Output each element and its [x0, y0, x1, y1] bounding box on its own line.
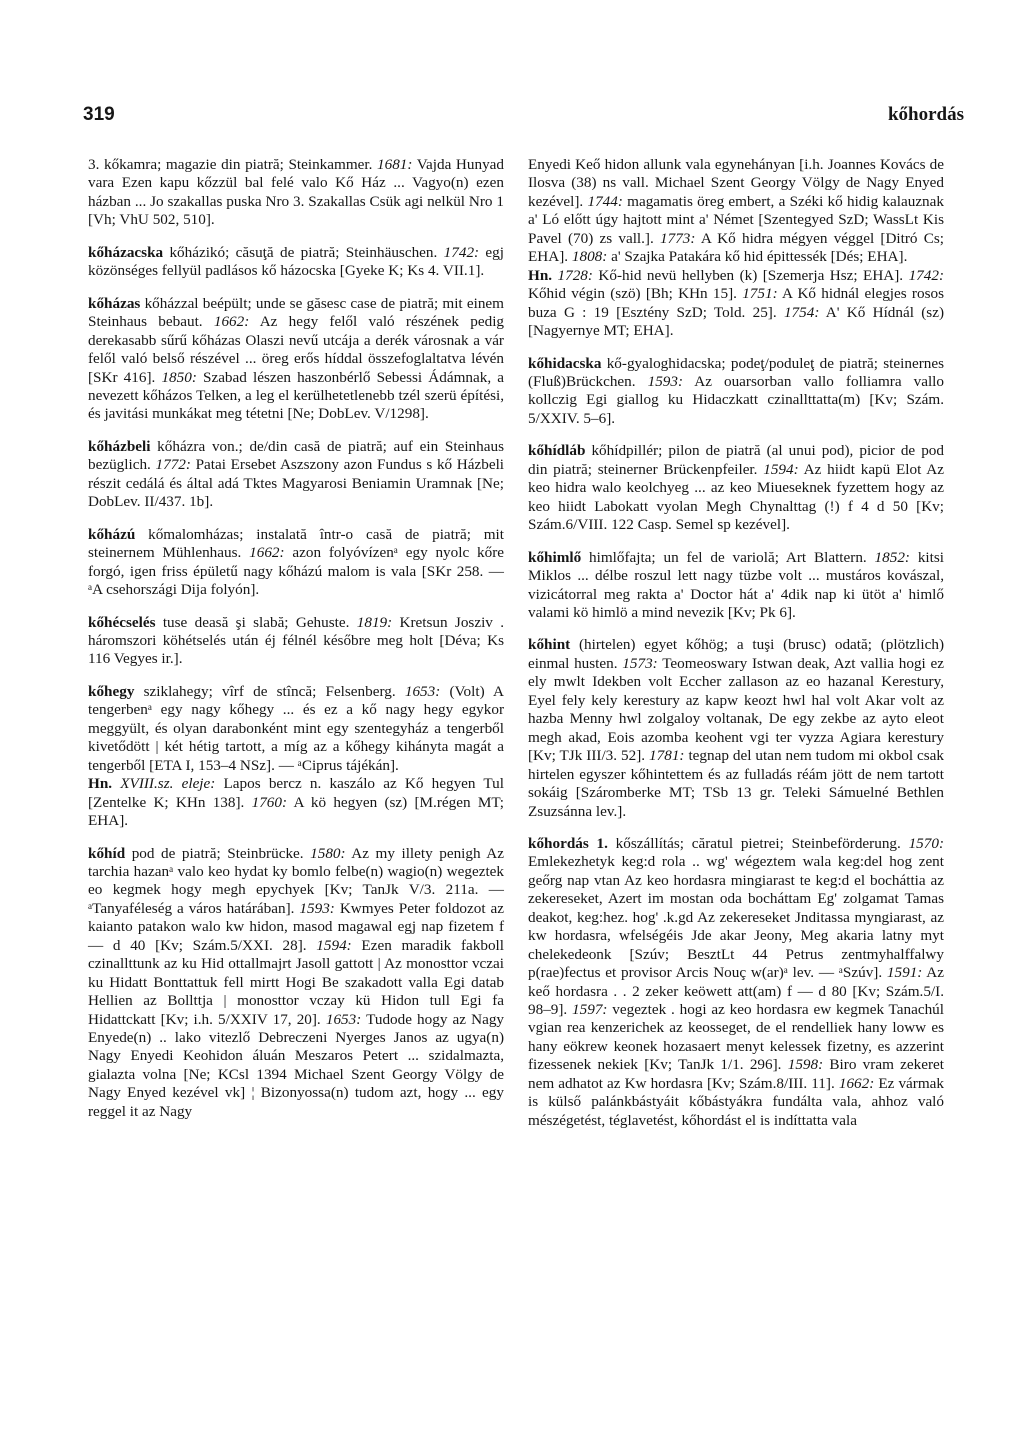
entry-text: Enyedi Keő hidon allunk vala egynehányan [i.h. Joannes Kovács de Ilosva (38) ns vall. Michael Szent Georgy Völgy de Nagy Enyed kezével].: [528, 156, 944, 210]
right-column: [528, 156, 944, 1144]
left-column: [88, 156, 504, 1135]
date-label: 1662:: [249, 544, 285, 562]
entry-headword: kőhécselés: [88, 613, 156, 631]
entry-text: kőházra von.; de/din casă de piatră; auf ein Steinhaus bezüglich.: [88, 437, 504, 474]
place-name-marker: Hn.: [528, 266, 553, 284]
entry-text: Kőhid végin (szö) [Bh; KHn 15].: [528, 285, 743, 303]
date-label: 1760:: [251, 793, 288, 811]
dictionary-entry: [528, 636, 944, 821]
entry-text: Lapos bercz n. kaszálo az Kő hegyen Tul [Zentelke K; KHn 138].: [88, 775, 504, 811]
entry-headword: kőhint: [528, 636, 571, 654]
date-label: 1742:: [908, 266, 944, 284]
entry-text: kőhídpillér; pilon de piatră (al unui pod), picior de pod din piatră; steinerner Brückenpfeiler.: [528, 442, 944, 478]
date-label: 1591:: [886, 964, 923, 982]
date-label: 1754:: [783, 303, 820, 321]
entry-text: magamatis öreg embert, a Széki kő hidig kalauznak a' Ló előtt úgy hajtott mint a' Német [Szentegyed SzD; WassLt Kis Pavel (70) zs vall.].: [528, 192, 944, 247]
entry-text: Az keő hordasra . . 2 zeker keöwett att(am) f — d 80 [Kv; Szám.5/I. 98–9].: [528, 964, 944, 1019]
dictionary-entry: [88, 244, 504, 281]
date-label: 1852:: [874, 548, 910, 566]
entry-text: azon folyóvízenᵃ egy nyolc kőre forgó, igen friss épületű nagy kőházú malom is vala [SKr 258. — ᵃA csehországi Dija folyón].: [88, 544, 504, 599]
date-label: 1662:: [213, 313, 250, 331]
entry-text: a' Szajka Patakára kő hid épittessék [Dés; EHA].: [607, 248, 908, 266]
entry-headword: kőházú: [88, 525, 136, 543]
entry-text: Tudode hogy az Nagy Enyede(n) .. lako vitezlő Debreczeni Nyerges Janos az ugya(n) Nagy Enyedi Keohidon áluán Meszaros Petert ... szidalmazta, gialazta volna [Ne; KCsl 1394 Michael Szent Georgy Völgy de Nagy Enyed kezével vk] ¦ Bizonyossa(n) tudom azt, hogy ... egy reggel it az Nagy: [88, 1010, 505, 1120]
date-label: 1573:: [622, 654, 658, 672]
entry-text: kitsi Miklos ... délbe roszul lett nagy tüzbe volt ... mustáros kovászal, vizicátorral meg rakta a' Doctor hát a' 4dik nap ki ütöt a' himlő valami kö himlö a mind nevezik [Kv; Pk 6].: [528, 548, 944, 621]
dictionary-entry: [528, 156, 944, 341]
date-label: 1781:: [649, 747, 685, 765]
entry-text: egj közönséges fellyül padlásos kő házocska [Gyeke K; Ks 4. VII.1].: [88, 243, 504, 280]
date-label: 1598:: [787, 1056, 824, 1074]
date-label: 1594:: [763, 460, 799, 478]
dictionary-entry: [528, 442, 944, 534]
entry-text: A Kő hidnál elegjes rosos buza G : 19 [Esztény SzD; Told. 25].: [528, 285, 944, 321]
entry-headword: kőházacska: [88, 243, 164, 261]
page-header: [83, 104, 964, 130]
date-label: 1653:: [325, 1010, 362, 1028]
dictionary-entry: [88, 845, 504, 1122]
entry-text: A kö hegyen (sz) [M.régen MT; EHA].: [88, 793, 504, 830]
entry-headword: kőházbeli: [88, 437, 151, 455]
entry-text: kőházzal beépült; unde se găsesc case de piatră; mit einem Steinhaus bebaut.: [88, 294, 504, 331]
entry-text: Kő-hid nevü hellyben (k) [Szemerja Hsz; EHA].: [592, 266, 909, 284]
entry-text: Szabad lészen haszonbérlő Sebessi Ádámnak, a nevezett kőházos Telken, a leg el kerülhetetlenebb tzél szerü építési, és javitási munkákat meg tétetni [Ne; DobLev. V/1298].: [88, 368, 504, 423]
entry-headword: kőhegy: [88, 682, 135, 700]
entry-text: Vajda Hunyad vara Ezen kapu kőzzül bal felé valo Kő Ház ... Vagyo(n) ezen házban ... Jo szakallas puska Nro 3. Szakallas Csük agi nelkül Nro 1 [Vh; VhU 502, 510].: [88, 156, 504, 229]
entry-text: pod de piatră; Steinbrücke.: [125, 844, 311, 862]
entry-text: Az ouarsorban vallo folliamra vallo kollczig Egi giallog ku Hidaczkatt czinallttatta(m) [Kv; Szám. 5/XXIV. 5–6].: [528, 372, 944, 427]
place-names-subentry: [528, 267, 944, 341]
entry-headword: kőhimlő: [528, 548, 582, 566]
entry-headword: kőhidacska: [528, 354, 602, 372]
date-label: 1593:: [299, 899, 335, 917]
date-label: XVIII.sz. eleje:: [120, 775, 216, 793]
entry-headword: kőhídláb: [528, 442, 586, 460]
entry-text: (hirtelen) egyet kőhög; a tuşi (brusc) odată; (plötzlich) einmal husten.: [528, 636, 944, 672]
entry-text: Az hegy felől való részének pedig derekasabb sűrű kőházas Olaszi nevű utcája a derék városnak a vár felől való belső részével ... öreg erős híddal összefoglaltatva lévén [SKr 416].: [88, 313, 505, 386]
entry-text: Ez vármak is külső palánkbástyáit kőbástyákra fundálta vala, ahhoz való mészégetést, téglavetést, kőhordást el is indíttatta vala: [528, 1074, 944, 1129]
dictionary-entry: [88, 295, 504, 424]
entry-text: vegeztek . hogi az keo hordasra ew kegmek Tanachúl vgian rea kenzerichek az keosseget, de el rendelliek hany loww es hany eökrew keonek hozasaert menyt kelessek fizetny, es azzerint fizessenek nekiek [Kv; TanJk 1/1. 296].: [528, 1001, 944, 1074]
date-label: 1850:: [161, 368, 197, 386]
entry-text: himlőfajta; un fel de variolă; Art Blattern.: [581, 548, 875, 566]
entry-text: Patai Ersebet Aszszony azon Fundus s kő Házbeli részit cedálá és által adá Tktes Magyarosi Beniamin Uramnak [Ne; DobLev. II/437. 1b].: [88, 456, 505, 511]
entry-text: sziklahegy; vîrf de stîncă; Felsenberg.: [134, 682, 405, 700]
entry-text: kő-gyaloghidacska; podeţ/poduleţ de piatră; steinernes (Fluß)Brückchen.: [528, 354, 944, 390]
running-head: kőhordás: [887, 104, 964, 125]
date-label: 1772:: [155, 456, 191, 474]
place-names-subentry: [88, 775, 504, 830]
date-label: 1594:: [316, 936, 352, 954]
entry-text: kőházikó; căsuţă de piatră; Steinhäuschen.: [163, 243, 444, 261]
date-label: 1773:: [660, 229, 696, 247]
entry-text: tuse deasă şi slabă; Gehuste.: [155, 613, 357, 631]
dictionary-entry: [528, 835, 944, 1130]
place-name-marker: Hn.: [88, 775, 113, 793]
date-label: 1653:: [404, 682, 441, 700]
entry-text: kőmalomházas; instalată într-o casă de piatră; mit steinernem Mühlenhaus.: [88, 525, 504, 562]
entry-text: Teomeoswary Istwan deak, Azt vallia hogi ez ely mwlt Idekben volt Eccher zallason az eo hazanal Kerestury, Eyel fely kely kerestury az kapw keozt hwl hal volt Akar volt az hazba Menny hwl zolgaloy voltanak, De egy zekbe az ayto eleot megh akad, Eois azomba keohent vgi ter vyzza Agiara kerestury [Kv; TJk III/3. 52].: [528, 654, 944, 765]
dictionary-entry: [528, 549, 944, 623]
entry-text: Az my illety penigh Az tarchia hazanᵃ valo keo hydat ky bomlo felbe(n) wagio(n) wegeztek eo kegmek hogy megh epychyek [Kv; TanJk V/3. 211a. — ᵃTanyaféleség a város határában].: [88, 844, 505, 917]
date-label: 1728:: [557, 266, 593, 284]
date-label: 1570:: [908, 834, 944, 852]
dictionary-entry: [88, 156, 504, 230]
entry-text: A Kő hidra mégyen véggel [Ditró Cs; EHA].: [528, 229, 944, 266]
entry-text: tegnap del utan nem tudom mi okbol csak hirtelen egyszer kőhintettem és az fulladás réám jött de nem tartott sokáig [Száromberke MT; TSb 13 gr. Teleki Sámuelné Bethlen Zsuzsánna lev.].: [528, 747, 944, 820]
date-label: 1742:: [443, 243, 480, 261]
date-label: 1819:: [356, 613, 393, 631]
date-label: 1580:: [310, 844, 346, 862]
entry-text: Kretsun Josziv . háromszori köhétselés után éj félnél későbre meg holt [Déva; Ks 116 Vegyes ir.].: [88, 613, 505, 668]
entry-text: (Volt) A tengerbenᵃ egy nagy kőhegy ... és ez a kő nagy hegy egykor meggyült, és olyan darabonként mint egy szentegyház a tengerből kivetődött | két hétig tartott, a míg az a kőhegy kihányta magát a tengerből [ETA I, 153–4 NSz]. — ᵃCiprus tájékán].: [88, 682, 504, 774]
entry-headword: kőhíd: [88, 844, 126, 862]
entry-text: 3. kőkamra; magazie din piatră; Steinkammer.: [88, 156, 377, 173]
date-label: 1751:: [742, 285, 778, 303]
dictionary-entry: [528, 355, 944, 429]
page-number: 319: [83, 104, 115, 125]
entry-headword: kőházas: [88, 294, 141, 312]
dictionary-entry: [88, 438, 504, 512]
date-label: 1808:: [571, 248, 608, 266]
entry-text: Biro vram zekeret nem adhatot az Kw hordasra [Kv; Szám.8/III. 11].: [528, 1056, 944, 1092]
date-label: 1744:: [587, 192, 623, 210]
date-label: 1681:: [377, 156, 413, 173]
entry-text: Kwmyes Peter foldozot az kaianto patakon walo kw hidon, masod magawal egj nap fizetem f — d 40 [Kv; Szám.5/XXI. 28].: [88, 899, 505, 954]
entry-text: Az hiidt kapü Elot Az keo hidra walo keolchyeg ... az keo Miueseknek fyzettem hogy az keo hiidt Labokatt vyolan Megh Chynalttag (!) f 4 d 50 [Kv; Szám.6/VIII. 122 Casp. Semel sp kezével].: [528, 460, 944, 534]
date-label: 1597:: [572, 1001, 608, 1019]
entry-text: A' Kő Hídnál (sz) [Nagyernye MT; EHA].: [528, 303, 944, 340]
dictionary-entry: [88, 614, 504, 669]
entry-headword: kőhordás 1.: [528, 834, 608, 852]
entry-text: Ezen maradik fakboll czinallttunk az ku Hid ottallmajrt Jasoll gattott | Az monosttor vczai ku Hidatt Bonttattuk fell mirtt Hogi Be szakadott valla Egi datab Hellien az Bollttja | monosttor vczay kü Hidon tull Egi fa Hidattckatt [Kv; i.h. 5/XXIV 17, 20].: [88, 936, 504, 1028]
dictionary-entry: [88, 683, 504, 831]
entry-text: Emlekezhetyk keg:d rola .. wg' wégeztem wala keg:del hog zent geőrg nap vtan Az keo hordasra mingiarast te keg:d el bocháttia az zekereseket, Azert im mostan oda bocháttam Eg' zolgamat Tamas deakot, keg:hez. hog' .k.gd Az zekereseket Jnditassa myngiarast, az kw hordasra, wfelségéis Jde akar Jeony, Meg akaria latny myt chelekedeonk [Szúv; BesztLt 44 Petrus zentmyhalffalwy p(rae)fectus et provisor Arcis Nouç w(ar)ᵃ lev. — ᵃSzúv].: [528, 853, 944, 982]
date-label: 1593:: [647, 372, 684, 390]
date-label: 1662:: [838, 1074, 875, 1092]
dictionary-entry: [88, 526, 504, 600]
entry-text: kőszállítás; căratul pietrei; Steinbeförderung.: [607, 834, 909, 852]
